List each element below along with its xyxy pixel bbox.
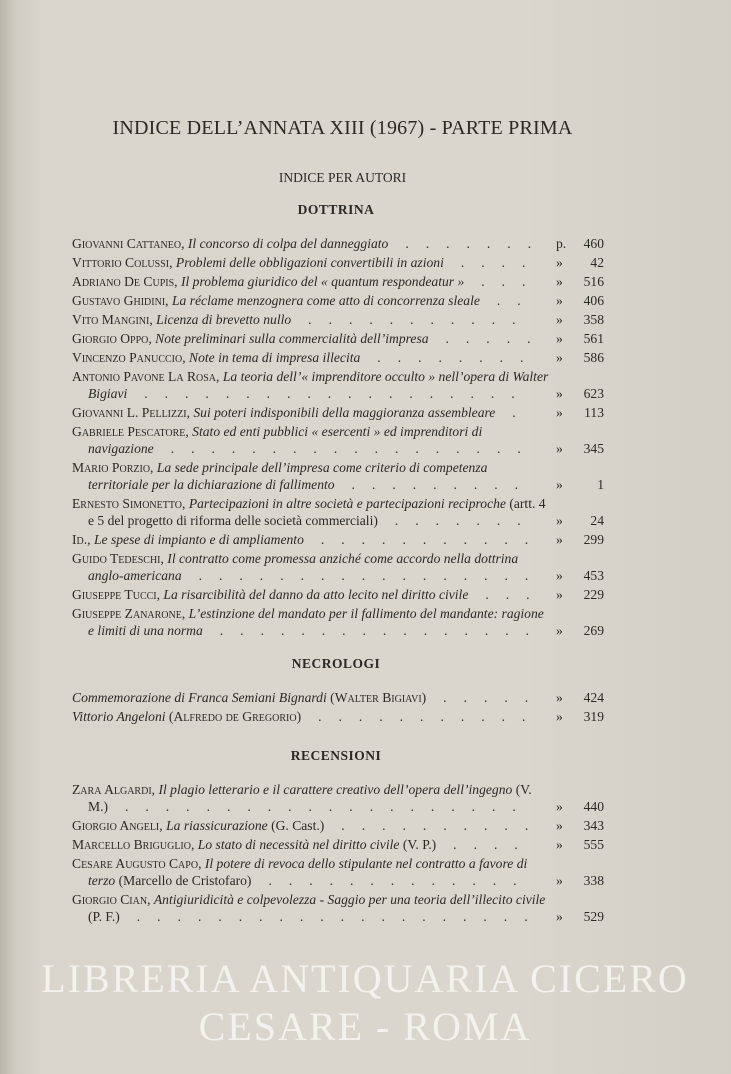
entry-title: La riassicurazione: [166, 818, 268, 833]
page-marker: »: [556, 441, 563, 456]
entry-note: (artt. 4 e 5 del progetto di riforma delle società commerciali): [88, 496, 546, 528]
index-entry: [72, 404, 604, 421]
page-marker: »: [556, 477, 563, 492]
index-subtitle: INDICE PER AUTORI: [278, 170, 407, 185]
entry-author: Walter Bigiavi: [334, 690, 422, 705]
entry-author: Guido Tedeschi: [72, 551, 161, 566]
dot-leader: . . .: [468, 587, 547, 602]
entry-text: [72, 586, 550, 603]
section-heading-recensioni: RECENSIONI: [290, 748, 382, 763]
entry-text: [72, 330, 550, 347]
entry-note: (: [165, 709, 174, 724]
dot-leader: . . . .: [436, 837, 535, 852]
entry-title: Antigiuridicità e colpevolezza - Saggio per una teoria dell’illecito civile: [153, 892, 546, 907]
page-marker: »: [556, 623, 563, 638]
page-number: 345: [583, 441, 604, 456]
page-marker: »: [556, 837, 563, 852]
index-entry: [72, 254, 604, 271]
entry-text: [72, 891, 550, 925]
page-marker: »: [556, 587, 563, 602]
section-heading-dottrina: DOTTRINA: [297, 202, 375, 217]
entry-note: ,: [181, 236, 188, 251]
dot-leader: . .: [479, 293, 538, 308]
dot-leader: . . . . . . . . . .: [324, 818, 546, 833]
dot-leader: . . .: [464, 274, 543, 289]
entry-note: (: [326, 690, 335, 705]
entry-text: [72, 781, 550, 815]
page-number: 113: [584, 405, 604, 420]
entry-text: [72, 404, 550, 421]
entry-text: [72, 605, 550, 639]
watermark: LIBRERIA ANTIQUARIA CICERO CESARE - ROMA: [41, 956, 689, 1049]
entry-text: [72, 423, 550, 457]
entry-note: ,: [165, 293, 172, 308]
page-number: 24: [590, 513, 604, 528]
page-number: 561: [583, 331, 604, 346]
index-entry: [72, 817, 604, 834]
entry-author: Marcello Briguglio: [72, 837, 191, 852]
index-entry: [72, 330, 604, 347]
entry-note: ,: [185, 424, 193, 439]
entry-title: Commemorazione di Franca Semiani Bignardi: [72, 690, 327, 705]
dot-leader: . . . . . . . . . . . . . . . .: [202, 623, 547, 638]
entry-title: Vittorio Angeloni: [72, 709, 166, 724]
entry-note: ,: [159, 818, 167, 833]
index-entry: [72, 836, 604, 853]
index-entry: [72, 311, 604, 328]
page-title: INDICE DELL’ANNATA XIII (1967) - PARTE PRIMA: [112, 117, 573, 139]
index-entry: [72, 235, 604, 252]
entry-text: [72, 836, 550, 853]
index-entry: [72, 550, 604, 584]
entry-note: ,: [156, 587, 164, 602]
page-marker: »: [556, 799, 563, 814]
entry-author: Gabriele Pescatore: [72, 424, 186, 439]
page-number: 42: [590, 255, 604, 270]
page-number: 338: [583, 873, 604, 888]
page-marker: p.: [556, 236, 567, 251]
entry-title: Partecipazioni in altre società e partecipazioni reciproche: [188, 496, 506, 511]
dot-leader: . . . . .: [428, 331, 548, 346]
page-marker: »: [556, 386, 563, 401]
section-heading-necrologi: NECROLOGI: [291, 656, 381, 671]
dot-leader: . . . . . . .: [377, 513, 538, 528]
entry-text: [72, 368, 550, 402]
page-number: 460: [583, 236, 604, 251]
entry-note: (P. F.): [88, 909, 120, 924]
entry-text: [72, 235, 550, 252]
page-number: 343: [583, 818, 604, 833]
dot-leader: .: [495, 405, 533, 420]
entry-note: ,: [160, 551, 168, 566]
entry-title: Il contratto come promessa anziché come accordo nella dottrina anglo-americana: [88, 551, 519, 583]
page-marker: »: [556, 873, 563, 888]
entry-title: Il potere di revoca dello stipulante nel contratto a favore di terzo: [88, 856, 528, 888]
index-entry: [72, 689, 604, 706]
page-marker: »: [556, 293, 563, 308]
entry-title: Problemi delle obbligazioni convertibili in azioni: [175, 255, 444, 270]
entry-author: Vito Mangini: [72, 312, 150, 327]
entry-author: Antonio Pavone La Rosa: [72, 369, 217, 384]
dot-leader: . . . . . . . . .: [334, 477, 536, 492]
entry-text: [72, 495, 550, 529]
entry-title: Note preliminari sulla commercialità dell’impresa: [155, 331, 429, 346]
page-number: 586: [583, 350, 604, 365]
entry-note: ): [296, 709, 302, 724]
index-entry: [72, 423, 604, 457]
entry-text: [72, 708, 550, 725]
page-marker: »: [556, 532, 563, 547]
entry-title: La risarcibilità del danno da atto lecito nel diritto civile: [163, 587, 469, 602]
entry-title: Le spese di impianto e di ampliamento: [93, 532, 304, 547]
entry-title: Licenza di brevetto nullo: [156, 312, 292, 327]
page-number: 440: [583, 799, 604, 814]
dot-leader: . . . .: [443, 255, 543, 270]
page-number: 529: [583, 909, 604, 924]
dot-leader: . . . . . . . . . . . . .: [251, 873, 534, 888]
entry-text: [72, 311, 550, 328]
entry-text: [72, 459, 550, 493]
entry-author: Giuseppe Tucci: [72, 587, 157, 602]
dot-leader: . . . . . . . . . . .: [303, 532, 546, 547]
page-marker: »: [556, 331, 563, 346]
entry-title: Sui poteri indisponibili della maggioranza assembleare: [193, 405, 496, 420]
index-entry: [72, 605, 604, 639]
entry-text: [72, 531, 550, 548]
entry-author: Vittorio Colussi: [72, 255, 170, 270]
entry-text: [72, 349, 550, 366]
entry-note: ,: [186, 405, 194, 420]
page-number: 229: [583, 587, 604, 602]
entry-author: Cesare Augusto Capo: [72, 856, 199, 871]
page-marker: »: [556, 709, 563, 724]
page-number: 453: [583, 568, 604, 583]
page-number: 358: [583, 312, 604, 327]
page-marker: »: [556, 513, 563, 528]
entry-text: [72, 550, 550, 584]
dot-leader: . . . . . . . . . . . . . . . . . . . .: [119, 909, 545, 924]
entry-note: ,: [174, 274, 181, 289]
entry-author: Giuseppe Zanarone: [72, 606, 182, 621]
index-entry: [72, 459, 604, 493]
entry-author: Giorgio Angeli: [72, 818, 160, 833]
entry-note: (Marcello de Cristofaro): [115, 873, 252, 888]
entry-note: (G. Cast.): [267, 818, 325, 833]
entry-author: Giorgio Cian: [72, 892, 148, 907]
page-number: 406: [583, 293, 604, 308]
index-entry: [72, 349, 604, 366]
entry-note: ,: [181, 606, 189, 621]
page-marker: »: [556, 405, 563, 420]
entry-note: ,: [216, 369, 223, 384]
entry-author: Adriano De Cupis: [72, 274, 175, 289]
page-marker: »: [556, 312, 563, 327]
entry-title: Il plagio letterario e il carattere creativo dell’opera dell’ingegno: [158, 782, 513, 797]
section-recensioni: [72, 781, 604, 925]
entry-note: ,: [182, 496, 189, 511]
entry-note: ,: [149, 312, 157, 327]
entry-author: Giovanni Cattaneo: [72, 236, 182, 251]
index-entry: [72, 495, 604, 529]
entry-title: Il problema giuridico del « quantum respondeatur »: [180, 274, 465, 289]
entry-author: Vincenzo Panuccio: [72, 350, 183, 365]
entry-note: ): [421, 690, 427, 705]
page-number: 555: [583, 837, 604, 852]
page-marker: »: [556, 255, 563, 270]
page-marker: »: [556, 818, 563, 833]
entry-author: Mario Porzio: [72, 460, 151, 475]
dot-leader: . . . . . . . . . . . . . . . . . . . .: [108, 799, 533, 814]
dot-leader: . . . . . . . . . . .: [301, 709, 543, 724]
entry-title: L’estinzione del mandato per il fallimento del mandante: ragione e limiti di una norma: [88, 606, 544, 638]
index-entry: [72, 708, 604, 725]
entry-note: ,: [198, 856, 205, 871]
entry-title: Note in tema di impresa illecita: [189, 350, 361, 365]
dot-leader: . . . . . . . . . . . . . . . . .: [181, 568, 546, 583]
page-number: 1: [597, 477, 604, 492]
entry-note: (V. P.): [399, 837, 437, 852]
entry-note: ,: [151, 782, 159, 797]
entry-note: ,: [169, 255, 176, 270]
index-entry: [72, 368, 604, 402]
section-necrologi: [72, 689, 604, 725]
page-number: 299: [583, 532, 604, 547]
page-number: 319: [583, 709, 604, 724]
index-entry: [72, 292, 604, 309]
entry-text: [72, 689, 550, 706]
dot-leader: . . . . . . . . . . . . . . . . . .: [153, 441, 538, 456]
entry-title: La réclame menzognera come atto di concorrenza sleale: [171, 293, 480, 308]
entry-author: Giovanni L. Pellizzi: [72, 405, 187, 420]
entry-text: [72, 292, 550, 309]
index-entry: [72, 273, 604, 290]
page-number: 424: [583, 690, 604, 705]
entry-author: Ernesto Simonetto: [72, 496, 183, 511]
entry-title: La teoria dell’« imprenditore occulto » nell’opera di Walter Bigiavi: [88, 369, 549, 401]
dot-leader: . . . . . . . . . . .: [291, 312, 533, 327]
page-marker: »: [556, 274, 563, 289]
dot-leader: . . . . .: [426, 690, 546, 705]
page-number: 623: [583, 386, 604, 401]
entry-note: ,: [87, 532, 94, 547]
dot-leader: . . . . . . . . . . . . . . . . . . .: [127, 386, 532, 401]
page-number: 269: [583, 623, 604, 638]
index-entry: [72, 531, 604, 548]
entry-note: ,: [148, 331, 156, 346]
entry-title: Stato ed enti pubblici « esercenti » ed imprenditori di navigazione: [88, 424, 483, 456]
dot-leader: . . . . . . . .: [360, 350, 541, 365]
entry-note: ,: [191, 837, 198, 852]
page-marker: »: [556, 568, 563, 583]
entry-title: La sede principale dell’impresa come criterio di competenza territoriale per la dichiarazione di fallimento: [88, 460, 488, 492]
entry-author: Alfredo de Gregorio: [173, 709, 297, 724]
entry-author: Giorgio Oppo: [72, 331, 149, 346]
entry-note: ,: [147, 892, 154, 907]
section-dottrina: [72, 235, 604, 639]
page-marker: »: [556, 690, 563, 705]
page-marker: »: [556, 909, 563, 924]
index-entry: [72, 855, 604, 889]
entry-author: Zara Algardi: [72, 782, 152, 797]
entry-note: (V. M.): [88, 782, 532, 814]
entry-note: ,: [182, 350, 190, 365]
dot-leader: . . . . . . .: [388, 236, 549, 251]
entry-title: Il concorso di colpa del danneggiato: [187, 236, 389, 251]
entry-text: [72, 273, 550, 290]
page-number: 516: [583, 274, 604, 289]
entry-note: ,: [150, 460, 157, 475]
index-entry: [72, 891, 604, 925]
index-entry: [72, 586, 604, 603]
entry-author: Gustavo Ghidini: [72, 293, 166, 308]
entry-author: Id.: [72, 532, 88, 547]
entry-title: Lo stato di necessità nel diritto civile: [197, 837, 400, 852]
index-entry: [72, 781, 604, 815]
entry-text: [72, 855, 550, 889]
entry-text: [72, 817, 550, 834]
entry-text: [72, 254, 550, 271]
page-marker: »: [556, 350, 563, 365]
